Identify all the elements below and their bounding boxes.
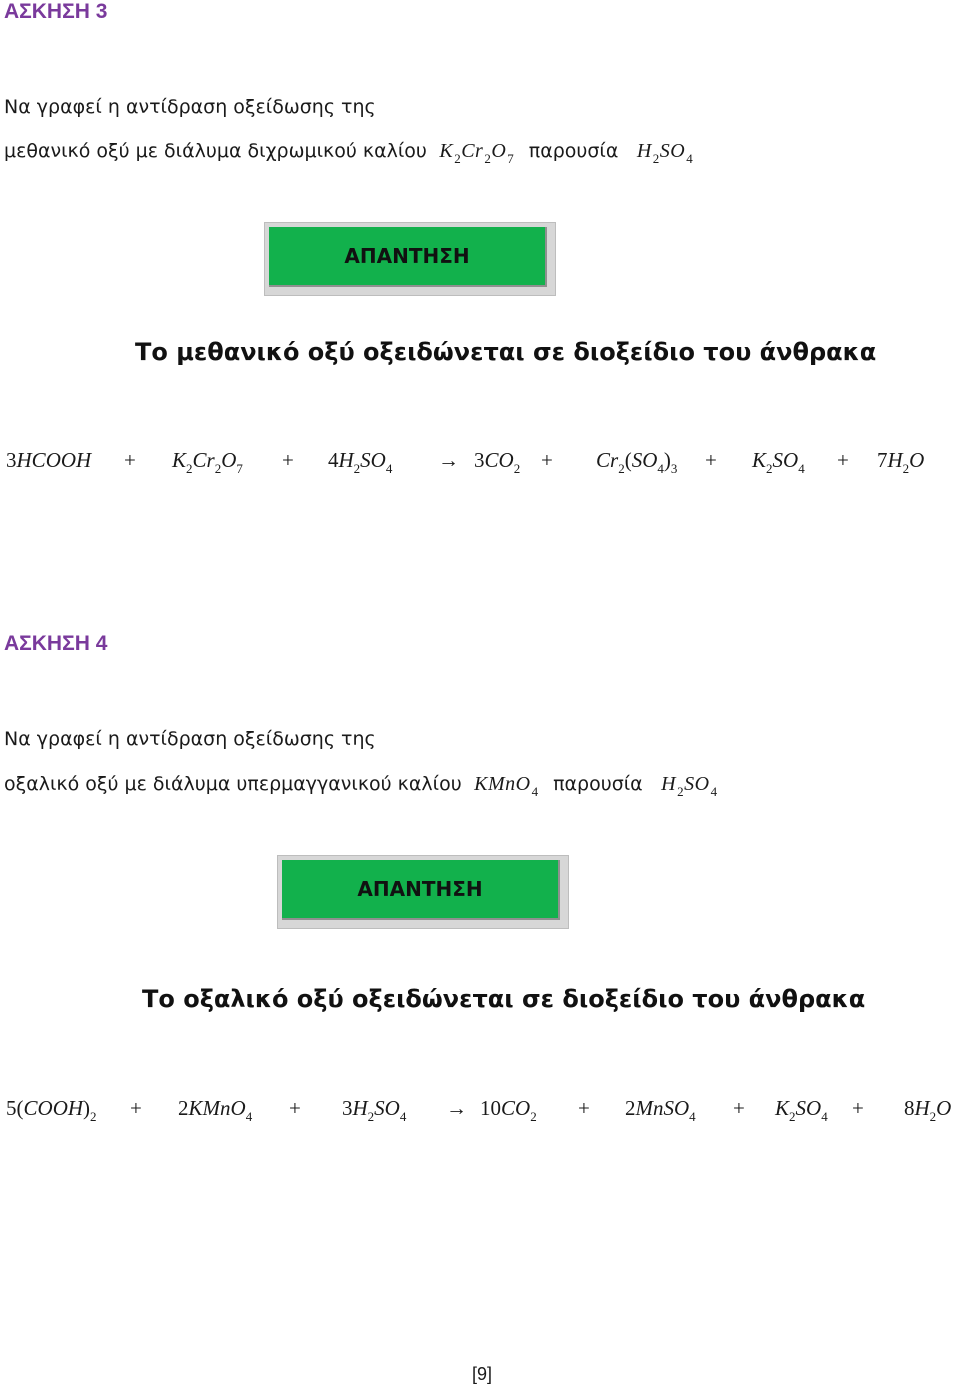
product-manganese-sulfate: 2MnSO$_4$ bbox=[625, 1096, 696, 1124]
answer-button-3-label: ΑΠΑΝΤΗΣΗ bbox=[269, 227, 547, 287]
sulfuric-acid-formula: $H_2SO_4$ bbox=[636, 140, 694, 166]
potassium-permanganate-formula: KMnO$_4$ bbox=[474, 773, 539, 799]
product-carbon-dioxide: $10CO_2$ bbox=[480, 1096, 537, 1124]
plus-sign: + bbox=[282, 448, 294, 472]
exercise-4-question-text: οξαλικό οξύ με διάλυμα υπερμαγγανικού καλίου bbox=[4, 773, 462, 795]
reaction-arrow: → bbox=[446, 1096, 467, 1120]
reactant-oxalic-acid: $5(COOH)_2$ bbox=[6, 1096, 97, 1124]
plus-sign: + bbox=[705, 448, 717, 472]
product-chromium-sulfate: $Cr_2(SO_4)_3$ bbox=[596, 448, 678, 476]
product-potassium-sulfate: $K_2SO_4$ bbox=[752, 448, 805, 476]
potassium-dichromate-formula: $K_2Cr_2O_7$ bbox=[439, 140, 515, 166]
plus-sign: + bbox=[733, 1096, 745, 1120]
sulfuric-acid-formula: $H_2SO_4$ bbox=[661, 773, 718, 799]
answer-button-4[interactable] bbox=[277, 855, 569, 929]
presence-word: παρουσία bbox=[528, 140, 619, 162]
answer-button-4-label: ΑΠΑΝΤΗΣΗ bbox=[282, 860, 560, 920]
plus-sign: + bbox=[541, 448, 553, 472]
plus-sign: + bbox=[852, 1096, 864, 1120]
exercise-3-heading: ΑΣΚΗΣΗ 3 bbox=[4, 0, 108, 23]
reactant-formic-acid: 3HCOOH bbox=[6, 448, 92, 472]
exercise-4-question-line2 bbox=[4, 773, 718, 803]
exercise-3-equation bbox=[0, 448, 960, 478]
exercise-4-equation bbox=[0, 1096, 960, 1126]
reactant-potassium-dichromate: $K_2Cr_2O_7$ bbox=[172, 448, 243, 476]
reactant-potassium-permanganate: 2KMnO$_4$ bbox=[178, 1096, 253, 1124]
exercise-4-statement: Το οξαλικό οξύ οξειδώνεται σε διοξείδιο του άνθρακα bbox=[142, 985, 866, 1013]
answer-button-3[interactable] bbox=[264, 222, 556, 296]
product-potassium-sulfate: $K_2SO_4$ bbox=[775, 1096, 828, 1124]
plus-sign: + bbox=[837, 448, 849, 472]
plus-sign: + bbox=[289, 1096, 301, 1120]
product-water: $7H_2O$ bbox=[877, 448, 925, 476]
page-number: [9] bbox=[472, 1364, 493, 1384]
exercise-3-question-text: μεθανικό οξύ με διάλυμα διχρωμικού καλίου bbox=[4, 140, 427, 162]
exercise-3-question-line1: Να γραφεί η αντίδραση οξείδωσης της bbox=[4, 96, 376, 118]
reaction-arrow: → bbox=[438, 448, 459, 472]
exercise-3-question-line2 bbox=[4, 140, 693, 170]
exercise-4-heading: ΑΣΚΗΣΗ 4 bbox=[4, 632, 108, 655]
product-carbon-dioxide: $3CO_2$ bbox=[474, 448, 521, 476]
reactant-sulfuric-acid: $4H_2SO_4$ bbox=[328, 448, 393, 476]
reactant-sulfuric-acid: $3H_2SO_4$ bbox=[342, 1096, 407, 1124]
product-water: $8H_2O$ bbox=[904, 1096, 952, 1124]
presence-word: παρουσία bbox=[553, 773, 643, 795]
exercise-3-statement: Το μεθανικό οξύ οξειδώνεται σε διοξείδιο του άνθρακα bbox=[135, 338, 877, 366]
plus-sign: + bbox=[124, 448, 136, 472]
plus-sign: + bbox=[130, 1096, 142, 1120]
exercise-4-question-line1: Να γραφεί η αντίδραση οξείδωσης της bbox=[4, 728, 376, 750]
plus-sign: + bbox=[578, 1096, 590, 1120]
